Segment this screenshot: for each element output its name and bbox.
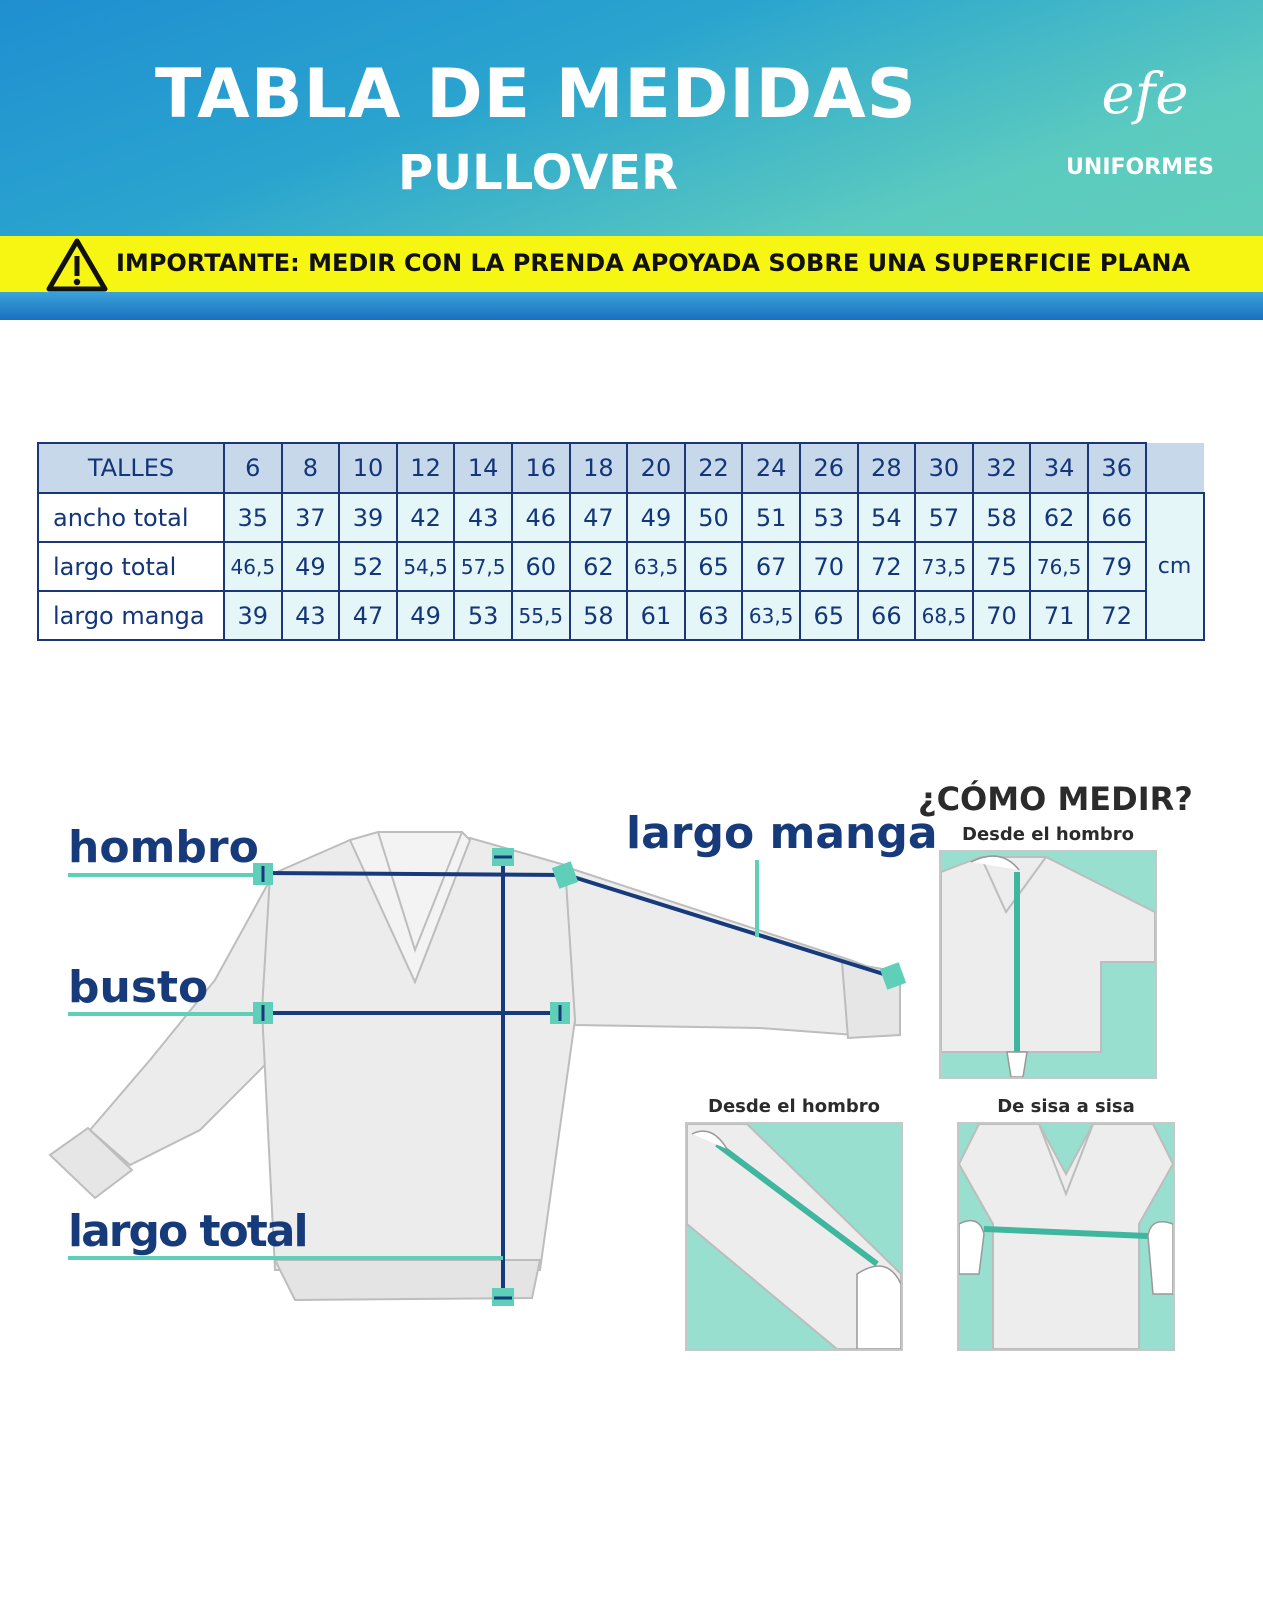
size-header-cell: 22 <box>685 443 743 493</box>
panel-illustration-1 <box>941 852 1155 1077</box>
warning-text: IMPORTANTE: MEDIR CON LA PRENDA APOYADA SOBRE UNA SUPERFICIE PLANA <box>116 249 1191 277</box>
brand-logo <box>1060 60 1220 190</box>
table-cell: 76,5 <box>1030 542 1088 591</box>
table-cell: 66 <box>858 591 916 640</box>
table-header-spacer <box>1146 443 1204 493</box>
table-cell: 62 <box>1030 493 1088 542</box>
size-header-cell: 18 <box>570 443 628 493</box>
label-largo-manga: largo manga <box>626 808 938 859</box>
size-header-cell: 28 <box>858 443 916 493</box>
table-cell: 55,5 <box>512 591 570 640</box>
table-cell: 50 <box>685 493 743 542</box>
table-cell: 47 <box>339 591 397 640</box>
table-cell: 58 <box>570 591 628 640</box>
table-cell: 72 <box>858 542 916 591</box>
label-busto: busto <box>68 962 209 1013</box>
size-header-cell: 16 <box>512 443 570 493</box>
size-table <box>37 442 1205 641</box>
row-label: largo total <box>38 542 224 591</box>
table-cell: 53 <box>454 591 512 640</box>
table-cell: 68,5 <box>915 591 973 640</box>
table-cell: 72 <box>1088 591 1146 640</box>
label-hombro: hombro <box>68 822 259 873</box>
panel-illustration-2 <box>687 1124 901 1349</box>
table-cell: 54,5 <box>397 542 455 591</box>
size-header-cell: 34 <box>1030 443 1088 493</box>
warning-triangle-icon <box>46 238 108 292</box>
size-header-cell: 32 <box>973 443 1031 493</box>
how-to-panel-sleeve-length <box>685 1122 903 1351</box>
how-to-panel-chest-width <box>957 1122 1175 1351</box>
table-cell: 46 <box>512 493 570 542</box>
table-cell: 57,5 <box>454 542 512 591</box>
size-header-cell: 8 <box>282 443 340 493</box>
table-cell: 58 <box>973 493 1031 542</box>
table-cell: 47 <box>570 493 628 542</box>
table-cell: 65 <box>685 542 743 591</box>
table-row <box>38 542 1204 591</box>
size-header-cell: 10 <box>339 443 397 493</box>
table-cell: 79 <box>1088 542 1146 591</box>
table-cell: 71 <box>1030 591 1088 640</box>
header-bottom-stripe <box>0 292 1263 320</box>
table-cell: 70 <box>973 591 1031 640</box>
panel-caption-3: De sisa a sisa <box>997 1096 1135 1117</box>
size-header-cell: 30 <box>915 443 973 493</box>
table-cell: 39 <box>339 493 397 542</box>
table-cell: 61 <box>627 591 685 640</box>
table-header-row <box>38 443 1204 493</box>
size-header-cell: 14 <box>454 443 512 493</box>
table-row <box>38 493 1204 542</box>
size-header-cell: 24 <box>742 443 800 493</box>
size-header-cell: 20 <box>627 443 685 493</box>
table-cell: 63,5 <box>627 542 685 591</box>
how-to-panel-shoulder-length <box>939 850 1157 1079</box>
table-cell: 54 <box>858 493 916 542</box>
table-cell: 42 <box>397 493 455 542</box>
logo-mark: efe <box>1101 62 1189 127</box>
table-cell: 65 <box>800 591 858 640</box>
table-cell: 37 <box>282 493 340 542</box>
table-row <box>38 591 1204 640</box>
page-subtitle: PULLOVER <box>398 145 679 201</box>
table-cell: 57 <box>915 493 973 542</box>
table-cell: 49 <box>627 493 685 542</box>
page-title: TABLA DE MEDIDAS <box>155 55 917 134</box>
table-cell: 35 <box>224 493 282 542</box>
table-cell: 60 <box>512 542 570 591</box>
table-cell: 49 <box>397 591 455 640</box>
table-header-label: TALLES <box>38 443 224 493</box>
row-label: ancho total <box>38 493 224 542</box>
table-cell: 39 <box>224 591 282 640</box>
table-cell: 53 <box>800 493 858 542</box>
table-cell: 63,5 <box>742 591 800 640</box>
panel-caption-2: Desde el hombro <box>708 1096 880 1117</box>
size-header-cell: 6 <box>224 443 282 493</box>
size-header-cell: 36 <box>1088 443 1146 493</box>
label-largo-total: largo total <box>68 1206 307 1257</box>
table-cell: 63 <box>685 591 743 640</box>
table-cell: 70 <box>800 542 858 591</box>
unit-cell: cm <box>1146 493 1204 640</box>
logo-text: UNIFORMES <box>1066 155 1214 180</box>
table-cell: 46,5 <box>224 542 282 591</box>
table-cell: 66 <box>1088 493 1146 542</box>
table-cell: 62 <box>570 542 628 591</box>
table-cell: 49 <box>282 542 340 591</box>
how-to-title: ¿CÓMO MEDIR? <box>918 780 1193 818</box>
row-label: largo manga <box>38 591 224 640</box>
warning-bar <box>0 236 1263 292</box>
table-cell: 43 <box>454 493 512 542</box>
table-cell: 52 <box>339 542 397 591</box>
table-cell: 51 <box>742 493 800 542</box>
size-table-wrapper <box>37 442 1205 641</box>
size-header-cell: 12 <box>397 443 455 493</box>
table-cell: 43 <box>282 591 340 640</box>
table-cell: 67 <box>742 542 800 591</box>
table-cell: 75 <box>973 542 1031 591</box>
size-header-cell: 26 <box>800 443 858 493</box>
panel-caption-1: Desde el hombro <box>962 824 1134 845</box>
table-cell: 73,5 <box>915 542 973 591</box>
panel-illustration-3 <box>959 1124 1173 1349</box>
header-banner <box>0 0 1263 320</box>
